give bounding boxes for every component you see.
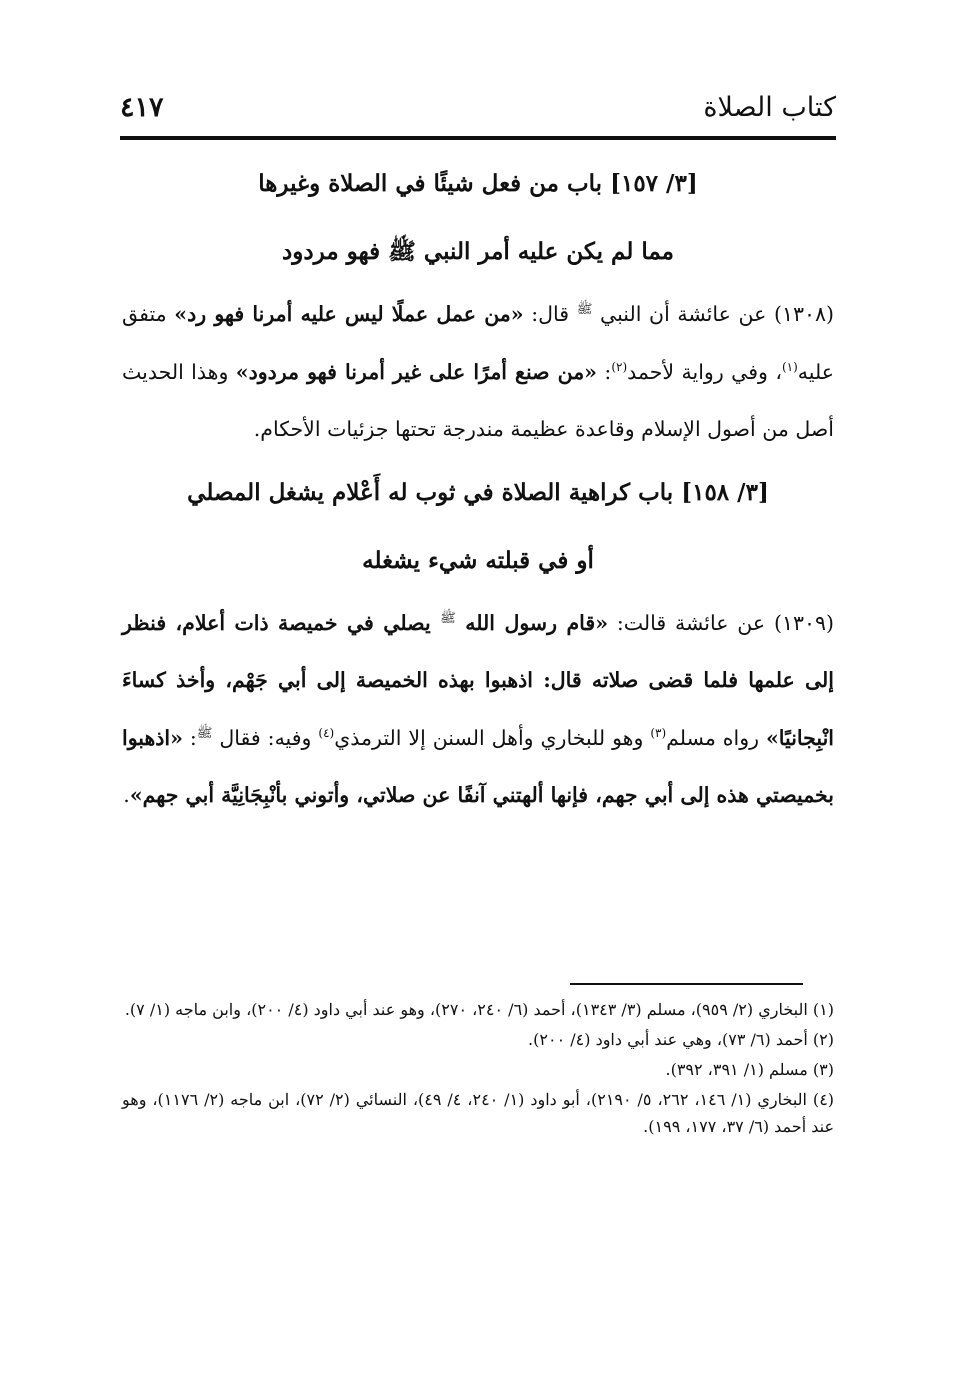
footnote-2: (٢) أحمد (٦/ ٧٣)، وهي عند أبي داود (٤/ ٢٠٠). <box>528 1030 834 1049</box>
hadith-quote: يصلي في خميصة ذات أعلام، فنظر إلى علمها فلما قضى صلاته قال: اذهبوا بهذه الخميصة إلى أبي جَهْم، وأخذ كساءَ انْبِجانيًا» <box>122 610 834 750</box>
hadith-1309-paragraph <box>122 595 834 825</box>
text-span: عن عائشة قالت: <box>608 610 774 635</box>
footnote-1: (١) البخاري (٢/ ٩٥٩)، مسلم (٣/ ١٣٤٣)، أحمد (٦/ ٢٤٠، ٢٧٠)، وهو عند أبي داود (٤/ ٢٠٠)، وابن ماجه (١/ ٧). <box>124 1000 834 1019</box>
page-number: ٤١٧ <box>120 92 164 123</box>
salla-ligature: ﷺ <box>576 302 593 318</box>
footnotes <box>122 996 834 1143</box>
salla-ligature: ﷺ <box>196 725 213 741</box>
text-span: وهو للبخاري وأهل السنن إلا الترمذي <box>334 725 651 750</box>
text-span: رواه مسلم <box>666 725 766 750</box>
hadith-number: (١٣٠٨) <box>773 302 834 326</box>
chapter-heading-158-line2: أو في قبلته شيء يشغله <box>362 546 594 574</box>
chapter-heading-157-line2: مما لم يكن عليه أمر النبي ﷺ فهو مردود <box>282 238 674 265</box>
chapter-heading-158-line1: [٣/ ١٥٨] باب كراهية الصلاة في ثوب له أَعْلام يشغل المصلي <box>187 478 769 506</box>
footnote-4: (٤) البخاري (١/ ١٤٦، ٢٦٢، ٥/ ٢١٩٠)، أبو داود (١/ ٢٤٠، ٤/ ٤٩)، النسائي (٢/ ٧٢)، ابن ماجه (٢/ ١١٧٦)، وهو عند أحمد (٦/ ٣٧، ١٧٧، ١٩٩). <box>122 1090 835 1136</box>
book-title: كتاب الصلاة <box>703 92 836 123</box>
hadith-1308-paragraph <box>122 286 834 459</box>
header-rule <box>120 136 836 140</box>
hadith-quote: «اذهبوا بخميصتي هذه إلى أبي جهم، فإنها ألهتني آنفًا عن صلاتي، وأتوني بأنْبِجَانِيَّة أبي جهم» <box>122 725 834 807</box>
hadith-quote: «من عمل عملًا ليس عليه أمرنا فهو رد» <box>174 302 524 326</box>
hadith-number: (١٣٠٩) <box>773 610 834 635</box>
text-span: عن عائشة أن النبي <box>592 302 774 326</box>
footnote-ref-3: (٣) <box>650 725 667 740</box>
running-header <box>120 92 836 134</box>
main-text <box>122 150 834 825</box>
text-span: وفيه: فقال <box>212 725 319 750</box>
text-span: : <box>182 725 197 750</box>
footnote-ref-2: (٢) <box>611 359 628 374</box>
text-span: وهذا الحديث أصل من أصول الإسلام وقاعدة عظيمة مندرجة تحتها جزئيات الأحكام. <box>122 359 834 441</box>
hadith-quote: «من صنع أمرًا على غير أمرنا فهو مردود» <box>235 359 597 384</box>
text-span: قال: <box>523 302 577 326</box>
footnote-ref-1: (١) <box>781 359 798 374</box>
text-span: ، وفي رواية لأحمد <box>627 359 782 384</box>
footnote-separator <box>570 983 803 985</box>
text-span: : <box>596 359 612 384</box>
footnote-ref-4: (٤) <box>318 725 335 740</box>
footnote-3: (٣) مسلم (١/ ٣٩١، ٣٩٢). <box>665 1060 834 1079</box>
text-span: . <box>123 783 130 807</box>
salla-ligature: ﷺ <box>440 610 456 626</box>
text-span: متفق عليه <box>122 302 834 384</box>
chapter-heading-157-line1: [٣/ ١٥٧] باب من فعل شيئًا في الصلاة وغيرها <box>258 170 698 197</box>
hadith-quote: «قام رسول الله <box>455 610 609 635</box>
